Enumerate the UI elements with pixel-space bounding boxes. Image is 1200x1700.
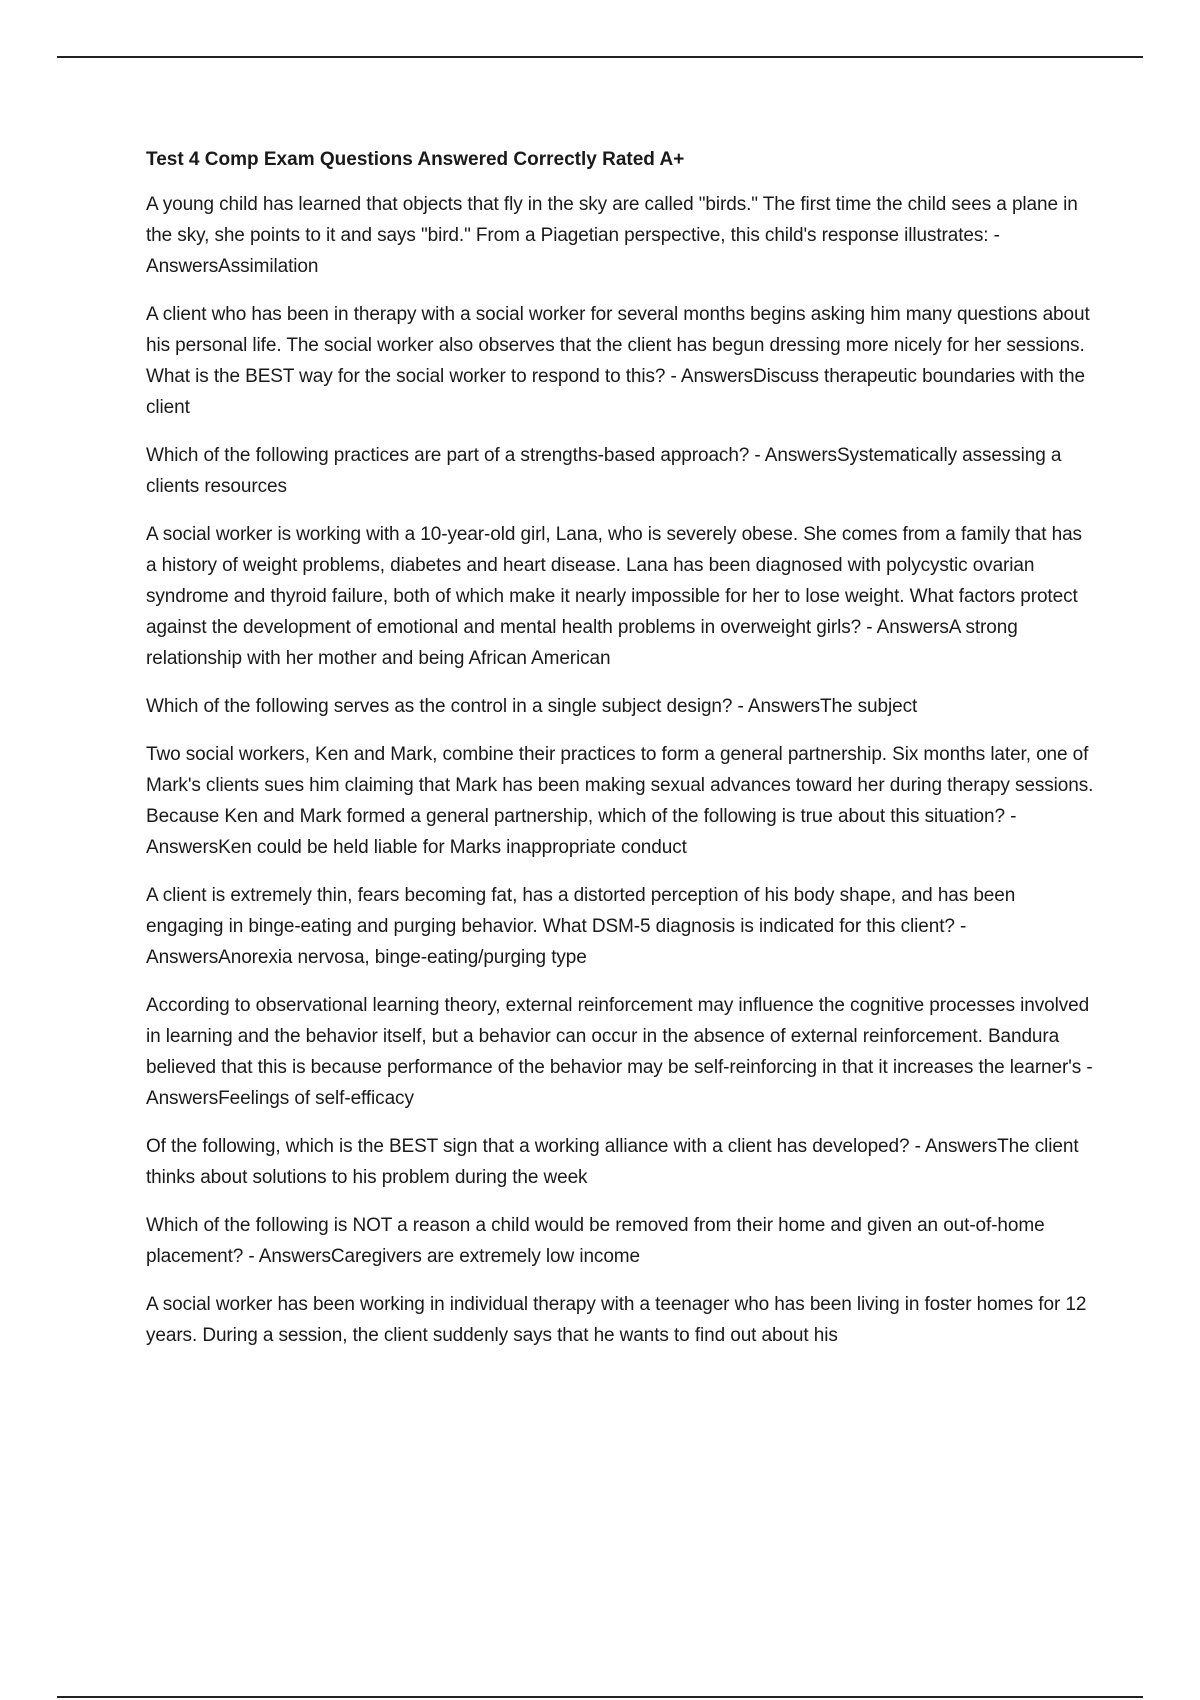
document-body [146,140,1096,1368]
footer-rule [57,1696,1143,1698]
question-answer-11: A social worker has been working in individual therapy with a teenager who has been living in foster homes for 12 years. During a session, the client suddenly says that he wants to find out about his [146,1294,1087,1346]
question-answer-10: Which of the following is NOT a reason a child would be removed from their home and given an out-of-home placement? - AnswersCaregivers are extremely low income [146,1215,1045,1267]
question-answer-4: A social worker is working with a 10-year-old girl, Lana, who is severely obese. She comes from a family that has a history of weight problems, diabetes and heart disease. Lana has been diagnosed with polycystic ovarian syndrome and thyroid failure, both of which make it nearly impossible for her to lose weight. What factors protect against the development of emotional and mental health problems in overweight girls? - AnswersA strong relationship with her mother and being African American [146,524,1082,669]
header-rule [57,56,1143,58]
document-title: Test 4 Comp Exam Questions Answered Correctly Rated A+ [146,149,685,170]
question-answer-6: Two social workers, Ken and Mark, combine their practices to form a general partnership. Six months later, one of Mark's clients sues him claiming that Mark has been making sexual advances toward her during therapy sessions. Because Ken and Mark formed a general partnership, which of the following is true about this situation? - AnswersKen could be held liable for Marks inappropriate conduct [146,744,1094,858]
question-answer-8: According to observational learning theory, external reinforcement may influence the cognitive processes involved in learning and the behavior itself, but a behavior can occur in the absence of external reinforcement. Bandura believed that this is because performance of the behavior may be self-reinforcing in that it increases the learner's - AnswersFeelings of self-efficacy [146,995,1093,1109]
question-answer-2: A client who has been in therapy with a social worker for several months begins asking him many questions about his personal life. The social worker also observes that the client has begun dressing more nicely for her sessions. What is the BEST way for the social worker to respond to this? - AnswersDiscuss therapeutic boundaries with the client [146,304,1090,418]
question-answer-1: A young child has learned that objects that fly in the sky are called "birds." The first time the child sees a plane in the sky, she points to it and says "bird." From a Piagetian perspective, this child's response illustrates: - AnswersAssimilation [146,194,1078,277]
question-answer-5: Which of the following serves as the control in a single subject design? - AnswersThe subject [146,696,918,717]
question-answer-7: A client is extremely thin, fears becoming fat, has a distorted perception of his body shape, and has been engaging in binge-eating and purging behavior. What DSM-5 diagnosis is indicated for this client? - AnswersAnorexia nervosa, binge-eating/purging type [146,885,1016,968]
question-answer-3: Which of the following practices are part of a strengths-based approach? - AnswersSystematically assessing a clients resources [146,445,1062,497]
question-answer-9: Of the following, which is the BEST sign that a working alliance with a client has developed? - AnswersThe client thinks about solutions to his problem during the week [146,1136,1079,1188]
